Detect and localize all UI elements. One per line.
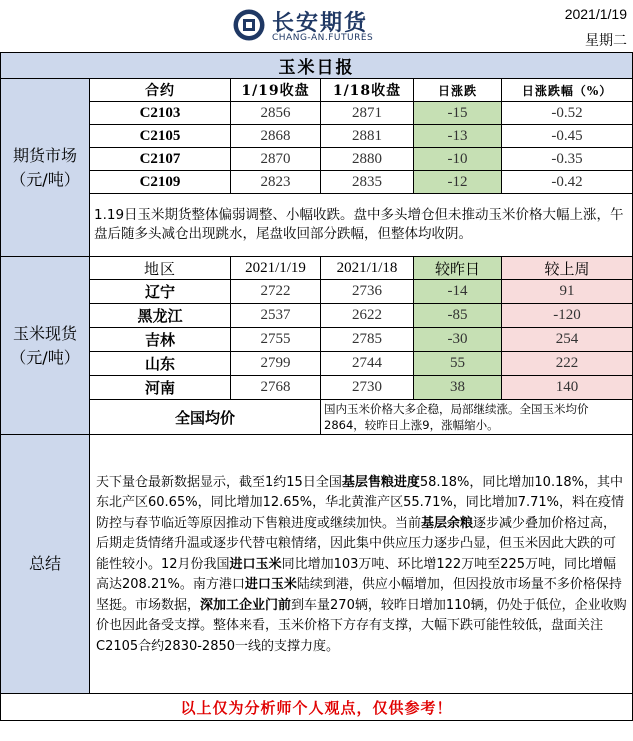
- report-table: [0, 52, 633, 721]
- close-today-cell: 2823: [231, 171, 321, 194]
- price-today-cell: 2722: [231, 280, 321, 304]
- close-prev-cell: 2871: [321, 102, 414, 125]
- pct-cell: -0.35: [502, 148, 633, 171]
- report-weekday: 星期二: [585, 33, 627, 49]
- futures-row: [1, 148, 633, 171]
- futures-comment: 1.19日玉米期货整体偏弱调整、小幅收跌。盘中多头增仓但未推动玉米价格大幅上涨，午盘后随多头减仓出现跳水，尾盘收回部分跌幅，但整体均收阴。: [90, 194, 633, 257]
- col-header-change: 日涨跌: [414, 79, 502, 102]
- price-prev-cell: 2622: [321, 304, 414, 328]
- changan-logo-icon: [232, 8, 266, 42]
- pct-cell: -0.52: [502, 102, 633, 125]
- pct-cell: -0.45: [502, 125, 633, 148]
- price-prev-cell: 2736: [321, 280, 414, 304]
- disclaimer: 以上仅为分析师个人观点，仅供参考！: [1, 694, 633, 721]
- summary-label: 总结: [1, 435, 90, 694]
- contract-cell: C2109: [90, 171, 231, 194]
- price-today-cell: 2799: [231, 352, 321, 376]
- price-today-cell: 2537: [231, 304, 321, 328]
- close-today-cell: 2868: [231, 125, 321, 148]
- close-prev-cell: 2880: [321, 148, 414, 171]
- vs-week-cell: 91: [502, 280, 633, 304]
- summary-text-part: 陆续到港，供应小幅增加，但因投放市场量不多价格保持坚挺。市场数据，: [96, 577, 622, 613]
- close-prev-cell: 2881: [321, 125, 414, 148]
- close-prev-cell: 2835: [321, 171, 414, 194]
- vs-yesterday-cell: -14: [414, 280, 502, 304]
- close-today-cell: 2856: [231, 102, 321, 125]
- summary-text: [90, 435, 633, 694]
- change-cell: -13: [414, 125, 502, 148]
- close-today-cell: 2870: [231, 148, 321, 171]
- col-header-region: 地区: [90, 257, 231, 280]
- col-header-date-prev: 2021/1/18: [321, 257, 414, 280]
- report-date: 2021/1/19: [564, 6, 627, 22]
- price-today-cell: 2768: [231, 376, 321, 400]
- futures-label-unit: （元/吨）: [10, 169, 80, 189]
- region-cell: 河南: [90, 376, 231, 400]
- summary-keyword: 基层余粮: [421, 515, 474, 531]
- change-cell: -15: [414, 102, 502, 125]
- spot-label-main: 玉米现货: [12, 323, 77, 343]
- futures-section-label: [1, 79, 90, 257]
- summary-text-part: 天下量仓最新数据显示，截至1约15日全国: [96, 474, 342, 490]
- spot-row: [1, 328, 633, 352]
- price-prev-cell: 2785: [321, 328, 414, 352]
- region-cell: 吉林: [90, 328, 231, 352]
- change-cell: -12: [414, 171, 502, 194]
- vs-yesterday-cell: 55: [414, 352, 502, 376]
- col-header-close-today: 1/19收盘: [231, 79, 321, 102]
- contract-cell: C2107: [90, 148, 231, 171]
- region-cell: 黑龙江: [90, 304, 231, 328]
- col-header-contract: 合约: [90, 79, 231, 102]
- summary-text-part: 逐步减少叠加价格过高，后期走货情绪升温或逐步代替屯粮情绪，因此集中供应压力逐步凸显，但玉米因此大跌的可能性较小。12月份我国: [96, 515, 617, 572]
- summary-text-part: 到车量270辆，较昨日增加110辆，仍处于低位，企业收购价也因此备受支撑。整体来看，玉米价格下方存有支撑，大幅下跌可能性较低，盘面关注C2105合约2830-2850一线的支撑力度。: [96, 597, 627, 654]
- brand-name-en: CHANG-AN.FUTURES: [272, 33, 374, 43]
- contract-cell: C2105: [90, 125, 231, 148]
- region-cell: 辽宁: [90, 280, 231, 304]
- summary-text-part: 58.18%，同比增加10.18%，其中东北产区60.65%，同比增加12.65%，华北黄淮产区55.71%，同比增加7.71%，料在疫情防控与春节临近等原因推动下售粮进度或继续加快。当前: [96, 474, 625, 531]
- spot-row: [1, 280, 633, 304]
- vs-week-cell: -120: [502, 304, 633, 328]
- summary-keyword: 深加工企业门前: [200, 597, 292, 613]
- spot-section-label: [1, 257, 90, 435]
- col-header-vs-week: 较上周: [502, 257, 633, 280]
- summary-text-part: 同比增加103万吨、环比增122万吨至225万吨，同比增幅高达208.21%。南方港口: [96, 556, 617, 593]
- col-header-close-prev: 1/18收盘: [321, 79, 414, 102]
- brand-name: 长安期货: [272, 11, 369, 36]
- vs-week-cell: 140: [502, 376, 633, 400]
- col-header-vs-yesterday: 较昨日: [414, 257, 502, 280]
- summary-keyword: 进口玉米: [244, 577, 297, 593]
- summary-keyword: 基层售粮进度: [341, 474, 420, 490]
- region-cell: 山东: [90, 352, 231, 376]
- spot-label-unit: （元/吨）: [10, 347, 80, 367]
- page-header: [0, 0, 633, 52]
- vs-yesterday-cell: -30: [414, 328, 502, 352]
- spot-row: [1, 352, 633, 376]
- change-cell: -10: [414, 148, 502, 171]
- contract-cell: C2103: [90, 102, 231, 125]
- col-header-date-today: 2021/1/19: [231, 257, 321, 280]
- futures-row: [1, 102, 633, 125]
- futures-row: [1, 171, 633, 194]
- national-avg-text: 国内玉米价格大多企稳，局部继续涨。全国玉米均价2864，较昨日上涨9，涨幅缩小。: [321, 400, 633, 435]
- price-prev-cell: 2730: [321, 376, 414, 400]
- futures-label-main: 期货市场: [12, 145, 77, 165]
- report-title: 玉米日报: [1, 53, 633, 79]
- col-header-pct: 日涨跌幅（%）: [502, 79, 633, 102]
- spot-row: [1, 376, 633, 400]
- price-today-cell: 2755: [231, 328, 321, 352]
- futures-row: [1, 125, 633, 148]
- vs-week-cell: 222: [502, 352, 633, 376]
- vs-yesterday-cell: 38: [414, 376, 502, 400]
- vs-yesterday-cell: -85: [414, 304, 502, 328]
- national-avg-label: 全国均价: [90, 400, 321, 435]
- summary-keyword: 进口玉米: [229, 556, 282, 572]
- pct-cell: -0.42: [502, 171, 633, 194]
- vs-week-cell: 254: [502, 328, 633, 352]
- spot-row: [1, 304, 633, 328]
- price-prev-cell: 2744: [321, 352, 414, 376]
